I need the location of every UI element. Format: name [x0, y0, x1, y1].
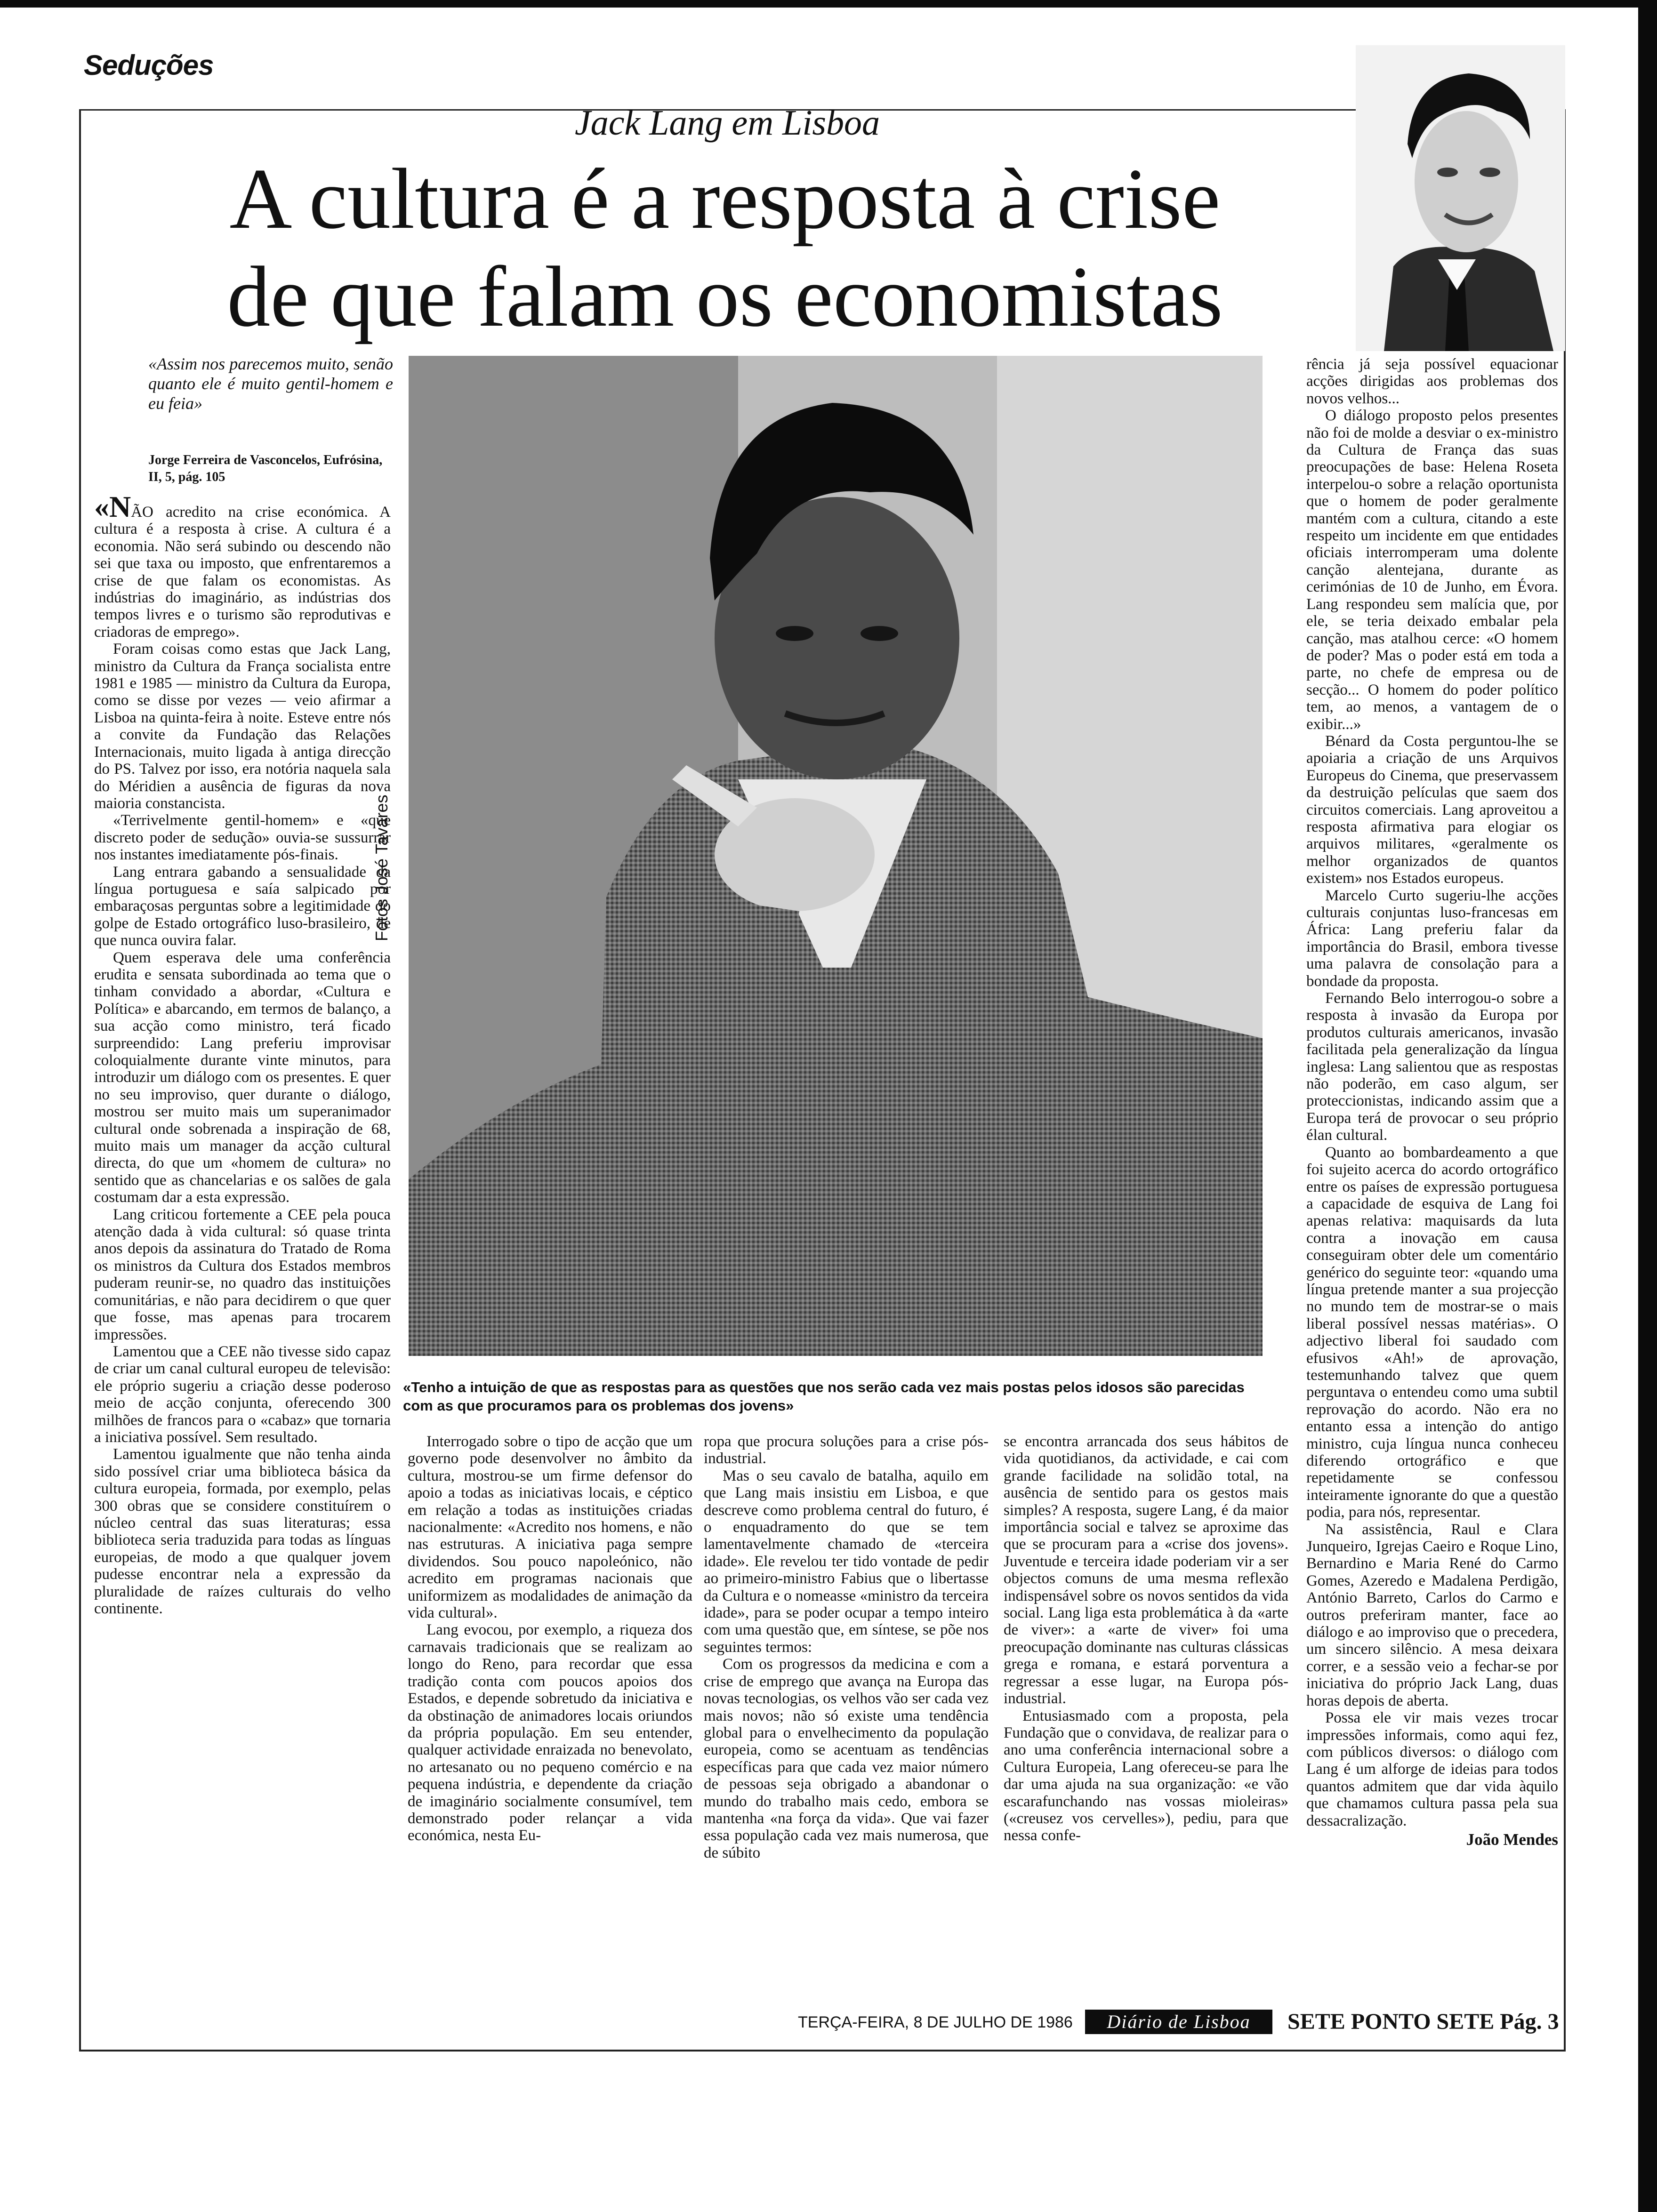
epigraph-quote: «Assim nos parecemos muito, senão quanto ele é muito gentil-homem e eu feia»: [148, 354, 393, 413]
paragraph: Interrogado sobre o tipo de acção que um governo pode desenvolver no âmbito da cultura, mostrou-se um firme defensor do apoio a todas as iniciativas locais, e céptico em relação a todas as instituições criadas nacionalmente: «Acredito nos homens, e não nas estruturas. A iniciativa paga sempre dividendos. Sou pouco napoleónico, não acredito em programas nacionais que uniformizem as modalidades de animação da vida cultural».: [408, 1433, 692, 1622]
photo-caption: «Tenho a intuição de que as respostas para as questões que nos serão cada vez mais postas pelos idosos são parecidas com as que procuramos para os problemas dos jovens»: [403, 1379, 1245, 1414]
article-column-5: [1306, 356, 1558, 1848]
paragraph: Possa ele vir mais vezes trocar impressões informais, como aqui fez, com públicos diversos: o diálogo com Lang é um alforge de ideias para todos quantos admitem que dar vida àquilo que chamamos cultura passa pela sua dessacralização.: [1306, 1709, 1558, 1829]
paragraph: Foram coisas como estas que Jack Lang, ministro da Cultura da França socialista entre 1981 e 1985 — ministro da Cultura da Europa, como se disse por vezes — veio afirmar a Lisboa na quinta-feira à noite. Esteve entre nós a convite da Fundação das Relações Internacionais, muito ligada à antiga direcção do PS. Talvez por isso, era notória naquela sala do Méridien a ausência de figuras da nova maioria constancista.: [94, 641, 391, 812]
paragraph: Lamentou igualmente que não tenha ainda sido possível criar uma biblioteca básica da cultura europeia, formada, por exemplo, pelas 300 obras que se considere constituírem o núcleo central das suas literaturas; essa biblioteca seria traduzida para todas as línguas europeias, de modo a que qualquer jovem pudesse encontrar nela a expressão da pluralidade de raízes culturais do velho continente.: [94, 1446, 391, 1617]
portrait-photo-image: [1356, 45, 1565, 351]
photo-credit: Fotos José Tavares: [372, 794, 391, 941]
paragraph: Quanto ao bombardeamento a que foi sujeito acerca do acordo ortográfico entre os países de expressão portuguesa a capacidade de esquiva de Lang foi apenas relativa: maquisards da luta contra a inovação em causa conseguiram obter dele um comentário genérico do seguinte teor: «quando uma língua pretende manter a sua projecção no mundo tem de mostrar-se o mais liberal possível nessas matérias». O adjectivo liberal foi saudado com efusivos «Ah!» de aprovação, testemunhando talvez que quem perguntava o entendeu como uma subtil reprovação do acordo. Não era no entanto essa a intenção do antigo ministro, cuja língua nunca conheceu diferendo ortográfico e que repetidamente se confessou inteiramente ignorante do que a questão podia, para nós, representar.: [1306, 1144, 1558, 1521]
paragraph: Fernando Belo interrogou-o sobre a resposta à invasão da Europa por produtos culturais americanos, invasão facilitada pela generalização da língua inglesa: Lang salientou que as respostas não poderão, em caso algum, ser proteccionistas, indicando assim que a Europa terá de provocar o seu próprio élan cultural.: [1306, 990, 1558, 1144]
footer-date: TERÇA-FEIRA, 8 DE JULHO DE 1986: [798, 2013, 1073, 2031]
page-footer: [798, 2009, 1560, 2037]
headline-line-2: de que falam os economistas: [227, 248, 1223, 345]
paragraph: Marcelo Curto sugeriu-lhe acções culturais conjuntas luso-francesas em África: Lang preferiu falar da importância do Brasil, embora tivesse uma palavra de consolação para a bondade da proposta.: [1306, 887, 1558, 990]
scan-top-edge: [0, 0, 1657, 8]
paragraph: Bénard da Costa perguntou-lhe se apoiaria a criação de uns Arquivos Europeus do Cinema, que preservassem da destruição películas que saem dos circuitos comerciais. Lang aproveitou a resposta afirmativa para elogiar os arquivos militares, «geralmente os melhor organizados de quantos existem» nos Estados europeus.: [1306, 732, 1558, 887]
newspaper-masthead-logo: Diário de Lisboa: [1085, 2010, 1272, 2034]
scan-right-edge: [1638, 0, 1657, 2212]
epigraph-source: Jorge Ferreira de Vasconcelos, Eufrósina, II, 5, pág. 105: [148, 453, 383, 484]
paragraph: se encontra arrancada dos seus hábitos de vida quotidianos, da actividade, e cai com grande facilidade na solidão total, na ausência de sentido para os gestos mais simples? A resposta, sugere Lang, é da maior importância social e talvez se aproxime das que se procuram para a «crise dos jovens». Juventude e terceira idade poderiam vir a ser objectos comuns de uma mesma reflexão indispensável sobre os novos sentidos da vida social. Lang liga esta problemática à da «arte de viver»: a «arte de viver» foi uma preocupação dominante nas culturas clássicas grega e romana, e estará porventura a regressar a esse lugar, na Europa pós-industrial.: [1004, 1433, 1288, 1707]
paragraph: Lang criticou fortemente a CEE pela pouca atenção dada à vida cultural: só quase trinta anos depois da assinatura do Tratado de Roma os ministros da Cultura dos Estados membros puderam reunir-se, no quadro das instituições comunitárias, e não para decidirem o que quer que fosse, mas apenas para trocarem impressões.: [94, 1206, 391, 1343]
main-photo: [409, 356, 1263, 1356]
article-column-3: [704, 1433, 989, 1861]
paragraph: Lang evocou, por exemplo, a riqueza dos carnavais tradicionais que se realizam ao longo do Reno, para recordar que essa tradição conta com poucos apoios dos Estados, e depende sobretudo da iniciativa e da obstinação de animadores locais oriundos da própria população. Em seu entender, qualquer actividade enraizada no benevolato, no artesanato ou no pequeno comércio e na pequena indústria, e dependente da criação de imaginário socialmente consumível, tem demonstrado poder relançar a vida económica, nesta Eu-: [408, 1621, 692, 1844]
portrait-photo: [1356, 45, 1565, 351]
article-column-2: [408, 1433, 692, 1844]
article-column-4: [1004, 1433, 1288, 1844]
article-author: João Mendes: [1466, 1830, 1558, 1849]
paragraph: rência já seja possível equacionar acções dirigidas aos problemas dos novos velhos...: [1306, 356, 1558, 407]
paragraph: Mas o seu cavalo de batalha, aquilo em que Lang mais insistiu em Lisboa, e que descreve como problema central do futuro, é o enquadramento do que se tem lamentavelmente chamado de «terceira idade». Ele revelou ter tido vontade de pedir ao primeiro-ministro Fabius que o libertasse da Cultura e o nomeasse «ministro da terceira idade», para se poder ocupar a tempo inteiro com uma questão que, em síntese, se põe nos seguintes termos:: [704, 1467, 989, 1656]
paragraph: Na assistência, Raul e Clara Junqueiro, Igrejas Caeiro e Roque Lino, Bernardino e Maria René do Carmo Gomes, Azeredo e Madalena Perdigão, António Barreto, Carlos do Carmo e outros preferiram manter, face ao diálogo e ao improviso que o precedera, um sincero silêncio. A mesa deixara correr, e a sessão veio a fechar-se por iniciativa do próprio Jack Lang, duas horas depois de aberta.: [1306, 1521, 1558, 1709]
paragraph: Com os progressos da medicina e com a crise de emprego que avança na Europa das novas tecnologias, os velhos vão ser cada vez mais novos; não só existe uma tendência global para o envelhecimento da população europeia, como se acentuam as tendências específicas para que cada vez maior número de pessoas seja obrigado a abandonar o mundo do trabalho mais cedo, embora se mantenha «na força da vida». Que vai fazer essa população cada vez mais numerosa, que de súbito: [704, 1656, 989, 1861]
paragraph: ropa que procura soluções para a crise pós-industrial.: [704, 1433, 989, 1467]
paragraph: Entusiasmado com a proposta, pela Fundação que o convidava, de realizar para o ano uma conferência internacional sobre a Cultura Europeia, Lang ofereceu-se para lhe dar uma ajuda na sua organização: «e vão escarafunchando nas vossas mioleiras» («creusez vos cervelles»), pediu, para que nessa confe-: [1004, 1707, 1288, 1844]
section-label: Seduções: [84, 49, 214, 81]
paragraph: «Terrivelmente gentil-homem» e «que discreto poder de sedução» ouvia-se sussurrar nos instantes imediatamente pós-finais.: [94, 812, 391, 864]
paragraph: O diálogo proposto pelos presentes não foi de molde a desviar o ex-ministro da Cultura de França das suas preocupações de base: Helena Roseta interpelou-o sobre a relação oportunista que o homem de poder geralmente mantém com a cultura, citando a este respeito um incidente em que entidades oficiais interromperam uma dolente canção alentejana, durante as cerimónias de 10 de Junho, em Évora. Lang respondeu sem malícia que, por ele, se teria deixado embalar pela canção, mas atalhou cerce: «O homem de poder? Mas o poder está em toda a parte, no chefe de empresa ou de secção... O homem do poder político tem, ao menos, a vantagem de o exibir...»: [1306, 407, 1558, 733]
paragraph: Lamentou que a CEE não tivesse sido capaz de criar um canal cultural europeu de televisão: ele próprio sugeriu a criação desse poderoso meio de acção conjunta, oferecendo 300 milhões de francos para o «cabaz» que tornaria a iniciativa possível. Sem resultado.: [94, 1343, 391, 1446]
article-headline: [120, 150, 1330, 345]
paragraph: Lang entrara gabando a sensualidade da língua portuguesa e saía salpicado por embaraçosas perguntas sobre a legitimidade do golpe de Estado ortográfico luso-brasileiro, de que nunca ouvira falar.: [94, 863, 391, 949]
footer-supplement-page: SETE PONTO SETE Pág. 3: [1287, 2009, 1559, 2034]
lead-paragraph: «NÃO acredito na crise económica. A cultura é a resposta à crise. A cultura é a economia. Não será subindo ou descendo não sei que taxa ou imposto, que enfrentaremos a crise de que falam os economistas. As indústrias do imaginário, as indústrias dos tempos livres e o turismo são reprodutivas e criadoras de emprego».: [94, 490, 391, 641]
main-photo-image: [409, 356, 1263, 1356]
dropcap: «N: [94, 490, 131, 523]
article-column-1: [94, 490, 391, 1617]
article-kicker: Jack Lang em Lisboa: [574, 103, 880, 143]
paragraph: Quem esperava dele uma conferência erudita e sensata subordinada ao tema que o tinham convidado a abordar, «Cultura e Política» e abarcando, em termos de balanço, a sua acção como ministro, terá ficado surpreendido: Lang preferiu improvisar coloquialmente durante vinte minutos, para introduzir um diálogo com os presentes. E quer no seu improviso, quer durante o diálogo, mostrou ser muito mais um superanimador cultural onde sobrenada a inspiração de 68, muito mais um manager da acção cultural directa, do que um «homem de cultura» no sentido que as chancelarias e os salões de gala costumam dar a esta expressão.: [94, 949, 391, 1206]
headline-line-1: A cultura é a resposta à crise: [229, 151, 1221, 247]
